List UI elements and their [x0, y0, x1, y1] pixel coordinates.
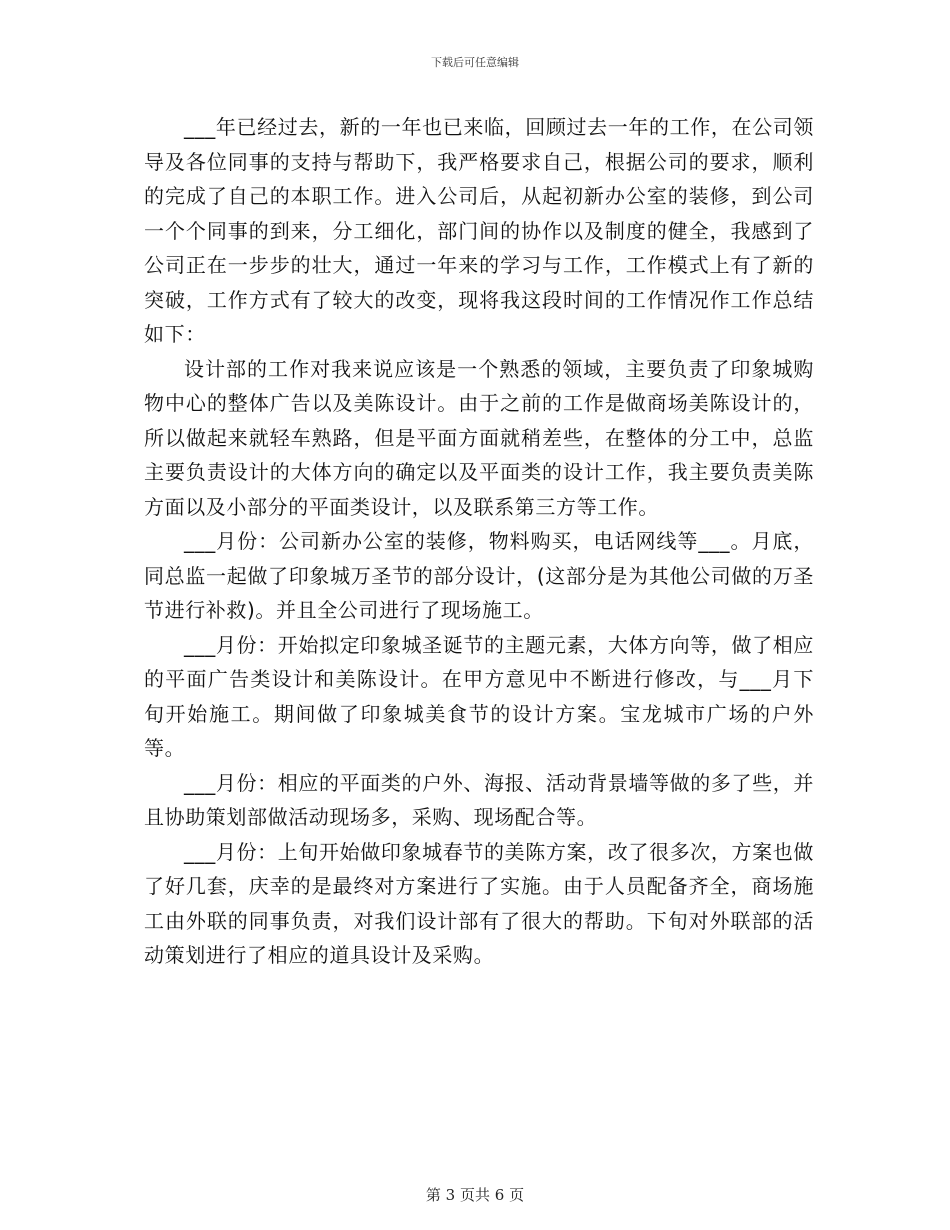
paragraph-month-3: ___月份：相应的平面类的户外、海报、活动背景墙等做的多了些，并且协助策划部做活动现场多，采购、现场配合等。 — [144, 770, 814, 829]
page-number-footer: 第 3 页共 6 页 — [425, 1186, 525, 1204]
paragraph-design-dept: 设计部的工作对我来说应该是一个熟悉的领域，主要负责了印象城购物中心的整体广告以及美陈设计。由于之前的工作是做商场美陈设计的，所以做起来就轻车熟路，但是平面方面就稍差些，在整体的分工中，总监主要负责设计的大体方向的确定以及平面类的设计工作，我主要负责美陈方面以及小部分的平面类设计，以及联系第三方等工作。 — [144, 356, 814, 519]
paragraph-month-1: ___月份：公司新办公室的装修，物料购买，电话网线等___。月底，同总监一起做了印象城万圣节的部分设计，(这部分是为其他公司做的万圣节进行补救)。并且全公司进行了现场施工。 — [144, 529, 814, 622]
paragraph-month-4: ___月份：上旬开始做印象城春节的美陈方案，改了很多次，方案也做了好几套，庆幸的是最终对方案进行了实施。由于人员配备齐全，商场施工由外联的同事负责，对我们设计部有了很大的帮助。下旬对外联部的活动策划进行了相应的道具设计及采购。 — [144, 839, 814, 967]
paragraph-intro: ___年已经过去，新的一年也已来临，回顾过去一年的工作，在公司领导及各位同事的支持与帮助下，我严格要求自己，根据公司的要求，顺利的完成了自己的本职工作。进入公司后，从起初新办公室的装修，到公司一个个同事的到来，分工细化，部门间的协作以及制度的健全，我感到了公司正在一步步的壮大，通过一年来的学习与工作，工作模式上有了新的突破，工作方式有了较大的改变，现将我这段时间的工作情况作工作总结如下： — [144, 115, 814, 346]
document-body — [144, 110, 814, 973]
paragraph-month-2: ___月份：开始拟定印象城圣诞节的主题元素，大体方向等，做了相应的平面广告类设计和美陈设计。在甲方意见中不断进行修改，与___月下旬开始施工。期间做了印象城美食节的设计方案。宝龙城市广场的户外等。 — [144, 632, 814, 760]
page-header-note: 下载后可任意编辑 — [431, 56, 519, 69]
